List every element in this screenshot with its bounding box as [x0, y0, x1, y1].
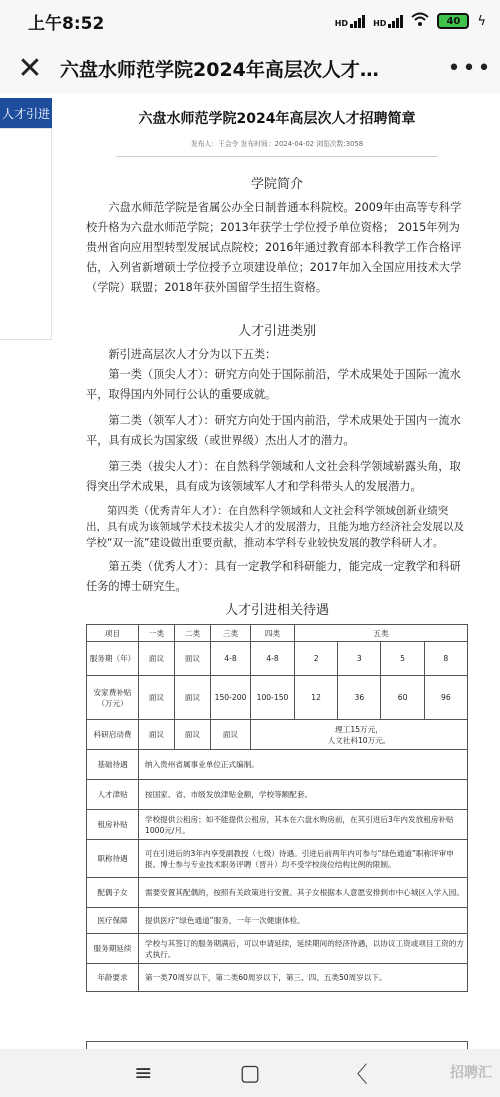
table-cell: 3 — [338, 642, 381, 676]
table-head-c4: 四类 — [251, 625, 295, 642]
article — [86, 94, 468, 992]
type2-paragraph: 第二类（领军人才）：研究方向处于国内前沿，学术成果处于国内一流水平，具有成长为国家级（或世界级）杰出人才的潜力。 — [86, 414, 461, 447]
table-cell: 36 — [338, 676, 381, 720]
table-cell: 年龄要求 — [87, 964, 139, 992]
table-cell: 4-8 — [251, 642, 295, 676]
table-cell: 可在引进后的3年内享受副教授（七级）待遇。引进后前两年内可参与“绿色通道”职称评审申报。博士参与专业技术职务评聘（晋升）均不受学校岗位结构比例的限制。 — [139, 840, 468, 878]
table-cell: 5 — [381, 642, 424, 676]
table-cell: 2 — [295, 642, 338, 676]
table-cell: 服务期（年） — [87, 642, 139, 676]
table-cell: 150-200 — [211, 676, 251, 720]
menu-icon[interactable]: ≡ — [134, 1060, 153, 1086]
treatment-heading: 人才引进相关待遇 — [224, 603, 329, 618]
article-title: 六盘水师范学院2024年高层次人才招聘简章 — [138, 111, 416, 127]
table-cell: 服务期延续 — [87, 934, 139, 964]
table-cell: 面议 — [175, 642, 211, 676]
signal2-icon: HD — [373, 14, 403, 28]
table-cell: 学校提供公租房；如不能提供公租房，其本在六盘水购房前，在其引进后3年内发放租房补贴1000元/月。 — [139, 810, 468, 840]
table-cell: 96 — [424, 676, 467, 720]
table-head-c1: 一类 — [139, 625, 175, 642]
table-cell: 学校与其签订的服务期满后，可以申请延续，延续期间的经济待遇，以协议工资或项目工资的方式执行。 — [139, 934, 468, 964]
table-cell: 科研启动费 — [87, 720, 139, 750]
table-cell: 面议 — [139, 642, 175, 676]
table-cell: 需要安置其配偶的，按照有关政策进行安置。其子女根据本人意愿安排到市中心城区入学入园。 — [139, 878, 468, 908]
table-cell: 纳入贵州省属事业单位正式编制。 — [139, 750, 468, 780]
sidebar-item-talent[interactable]: 人才引进 — [0, 98, 52, 128]
table-cell: 安家费补贴（万元） — [87, 676, 139, 720]
intro-paragraph: 六盘水师范学院是省属公办全日制普通本科院校。2009年由高等专科学校升格为六盘水师范学院；2013年获学士学位授予单位资格； 2015年列为贵州省向应用型转型发展试点院校；2016年通过教育部本科教学工作合格评估，入列省新增硕士学位授予立项建设单位；2017年加入全国应用技术大学（学院）联盟；2018年获外国留学生招生资格。 — [86, 201, 462, 294]
battery-icon: 40 — [437, 13, 469, 29]
table-cell: 第一类70周岁以下，第二类60周岁以下，第三、四、五类50周岁以下。 — [139, 964, 468, 992]
type1-paragraph: 第一类（顶尖人才）：研究方向处于国际前沿，学术成果处于国际一流水平，取得国内外同行公认的重要成就。 — [86, 368, 461, 401]
table-cell: 医疗保障 — [87, 908, 139, 934]
type3-paragraph: 第三类（拔尖人才）：在自然科学领域和人文社会科学领域崭露头角，取得突出学术成果，具有成为该领域军人才和学科带头人的发展潜力。 — [86, 460, 461, 493]
table-cell: 提供医疗“绿色通道”服务，一年一次健康体检。 — [139, 908, 468, 934]
table-head-c5: 五类 — [295, 625, 468, 642]
table-cell: 按国家、省、市级发放津贴金额，学校等额配套。 — [139, 780, 468, 810]
table-cell: 100-150 — [251, 676, 295, 720]
status-time: 上午8:52 — [28, 13, 105, 34]
table-cell: 8 — [424, 642, 467, 676]
table-cell: 面议 — [139, 720, 175, 750]
table-cell: 面议 — [211, 720, 251, 750]
types-intro: 新引进高层次人才分为以下五类： — [108, 348, 277, 361]
sidebar-panel — [0, 128, 52, 340]
wifi-icon — [411, 12, 429, 30]
type5-paragraph: 第五类（优秀人才）：具有一定教学和科研能力，能完成一定教学和科研任务的博士研究生。 — [86, 560, 461, 593]
table-cell: 12 — [295, 676, 338, 720]
table-cell: 职称待遇 — [87, 840, 139, 878]
table-cell: 基础待遇 — [87, 750, 139, 780]
page-title: 六盘水师范学院2024年高层次人才… — [60, 58, 379, 81]
web-content[interactable] — [0, 94, 500, 1049]
table-cell: 面议 — [139, 676, 175, 720]
intro-heading: 学院简介 — [250, 177, 303, 192]
type4-paragraph: 第四类（优秀青年人才）：在自然科学领域和人文社会科学领域创新业绩突出，具有成为该领域学术技术拔尖人才的发展潜力，且能为地方经济社会发展以及学校“双一流”建设做出重要贡献，推动本学科专业较快发展的教学科研人才。 — [86, 505, 464, 549]
table-cell: 4-8 — [211, 642, 251, 676]
table-cell: 租房补贴 — [87, 810, 139, 840]
table-cell: 人才津贴 — [87, 780, 139, 810]
charging-icon: ϟ — [477, 13, 486, 29]
title-bar — [0, 42, 500, 94]
table-head-item: 项目 — [87, 625, 139, 642]
types-heading: 人才引进类别 — [237, 324, 316, 339]
table-cell-research-fund: 理工15万元， 人文社科10万元。 — [251, 720, 468, 750]
back-icon[interactable]: 〈 — [345, 1062, 368, 1088]
signal-icon: HD — [335, 14, 365, 28]
next-table-edge — [86, 1041, 468, 1049]
close-icon[interactable]: ✕ — [17, 50, 43, 86]
table-cell: 面议 — [175, 676, 211, 720]
home-icon[interactable]: ▢ — [239, 1060, 261, 1086]
system-nav-bar — [0, 1049, 500, 1097]
status-bar — [0, 0, 500, 42]
status-icons — [335, 12, 486, 30]
table-cell: 面议 — [175, 720, 211, 750]
article-meta: 发布人：王会令 发布时间：2024-04-02 浏览次数:3058 — [116, 138, 438, 157]
table-cell: 配偶子女 — [87, 878, 139, 908]
table-head-c3: 三类 — [211, 625, 251, 642]
watermark: 招聘汇 — [450, 1065, 492, 1081]
table-head-c2: 二类 — [175, 625, 211, 642]
table-cell: 60 — [381, 676, 424, 720]
treatment-table — [86, 624, 468, 992]
more-options-icon[interactable]: ••• — [447, 55, 493, 81]
